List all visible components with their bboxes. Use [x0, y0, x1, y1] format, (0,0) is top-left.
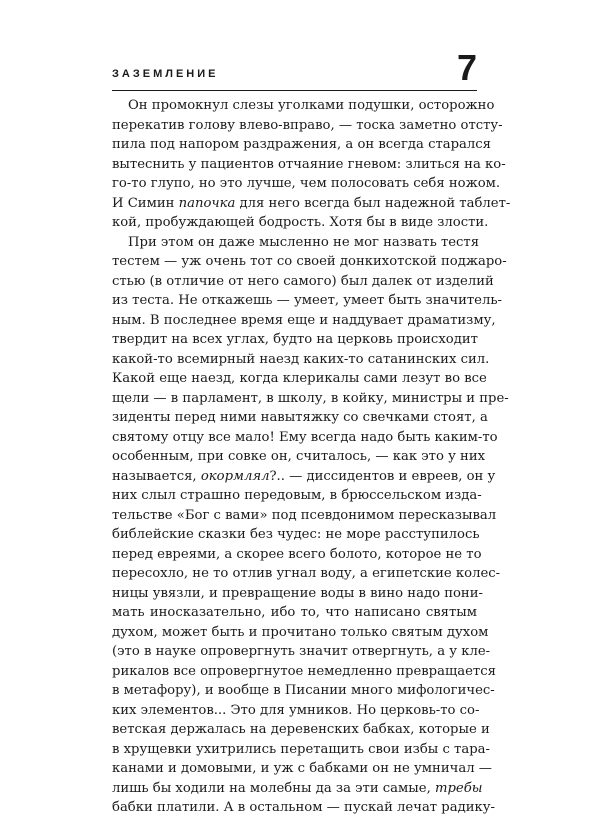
text-line: канами и домовыми, и уж с бабками он не умничал —: [112, 761, 492, 776]
paragraph-2: [112, 233, 509, 818]
paragraph-1: [112, 96, 511, 233]
text-line: [112, 779, 483, 799]
text-line: перед евреями, а скорее всего болото, которое не то: [112, 546, 482, 562]
text-line: пересохло, не то отлив угнал воду, а египетские колес-: [112, 566, 501, 581]
text-line: ких элементов... Это для умников. Но церковь-то со-: [112, 702, 480, 718]
text-line: Он промокнул слезы уголками подушки, осторожно: [128, 98, 495, 113]
text-line: кой, пробуждающей бодрость. Хотя бы в виде злости.: [112, 215, 489, 230]
text-line: мать иносказательно, ибо то, что написано святым: [112, 605, 477, 620]
text-line: го-то глупо, но это лучше, чем полосовать себя ножом.: [112, 176, 501, 191]
text-line: рикалов все опровергнутое немедленно превращается: [112, 663, 496, 679]
text-line: стью (в отличие от него самого) был далек от изделий: [112, 273, 494, 289]
text-line: Какой еще наезд, когда клерикалы сами лезут во все: [112, 371, 487, 386]
text-line: духом, может быть и прочитано только святым духом: [112, 624, 489, 640]
text-line: щели — в парламент, в школу, в койку, министры и пре-: [112, 390, 509, 406]
text-line: ным. В последнее время еще и наддувает драматизму,: [112, 312, 496, 328]
text-line: ницы увязли, и превращение воды в вино надо пони-: [112, 585, 483, 601]
text-line: тельстве «Бог с вами» под псевдонимом пересказывал: [112, 507, 497, 523]
text-line: в метафору), и вообще в Писании много мифологичес-: [112, 683, 495, 698]
italic-word: папочка: [178, 195, 236, 211]
page-number: 7: [456, 47, 477, 88]
text-line: какой-то всемирный наезд каких-то сатанинских сил.: [112, 351, 490, 367]
body-text: [112, 96, 511, 818]
text-line: При этом он даже мысленно не мог назвать тестя: [128, 234, 480, 250]
text-line: святому отцу все мало! Ему всегда надо быть каким-то: [112, 429, 498, 445]
text-line: перекатив голову влево-вправо, — тоска заметно отсту-: [112, 117, 503, 133]
text-fragment: называется,: [112, 468, 201, 484]
running-title: ЗАЗЕМЛЕНИЕ: [112, 68, 219, 80]
header-rule: [112, 90, 477, 91]
text-fragment: для него всегда был надежной таблет-: [235, 195, 511, 211]
italic-word: окормлял: [200, 468, 270, 484]
text-line: тестем — уж очень тот со своей донкихотской поджаро-: [112, 254, 507, 269]
text-line: библейские сказки без чудес: не море расступилось: [112, 527, 480, 542]
text-fragment: ?.. — диссидентов и евреев, он у: [269, 468, 496, 484]
text-line: ветская держалась на деревенских бабках, которые и: [112, 722, 490, 737]
text-line: [112, 194, 511, 214]
text-line: твердит на всех углах, будто на церковь происходит: [112, 332, 478, 347]
text-line: бабки платили. А в остальном — пускай лечат радику-: [112, 800, 495, 815]
text-line: них слыл страшно передовым, в брюссельском изда-: [112, 488, 482, 503]
text-line: в хрущевки ухитрились перетащить свои избы с тара-: [112, 741, 490, 757]
text-fragment: И Симин: [112, 195, 179, 211]
text-line: зиденты перед ними навытяжку со свечками стоят, а: [112, 410, 488, 425]
text-line: особенным, при совке он, считалось, — как это у них: [112, 449, 486, 464]
text-line: (это в науке опровергнуть значит отвергнуть, а у кле-: [112, 644, 491, 659]
text-line: вытеснить у пациентов отчаяние гневом: злиться на ко-: [112, 156, 506, 172]
page-header: [112, 47, 477, 94]
text-fragment: лишь бы ходили на молебны да за эти самые,: [112, 780, 435, 796]
text-line: пила под напором раздражения, а он всегда старался: [112, 137, 492, 152]
italic-word: требы: [434, 780, 483, 796]
text-line: из теста. Не откажешь — умеет, умеет быть значитель-: [112, 293, 502, 308]
text-line: [112, 467, 496, 487]
